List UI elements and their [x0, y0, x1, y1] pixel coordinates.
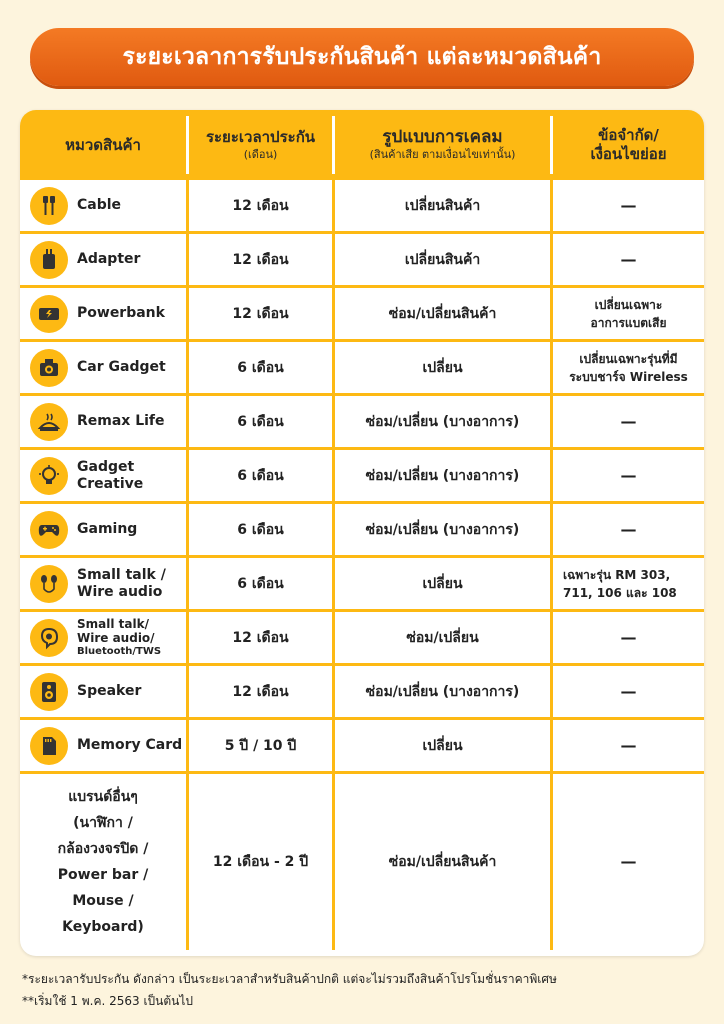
- claim-cell: ซ่อม/เปลี่ยน: [406, 629, 479, 646]
- footnote-2: **เริ่มใช้ 1 พ.ค. 2563 เป็นต้นไป: [22, 994, 194, 1008]
- gamepad-icon: [30, 511, 68, 549]
- speaker-icon: [30, 673, 68, 711]
- conditions-cell: —: [620, 519, 637, 539]
- lamp-icon: [30, 403, 68, 441]
- powerbank-icon: [30, 295, 68, 333]
- claim-cell: เปลี่ยน: [422, 359, 463, 376]
- period-cell: 12 เดือน: [232, 197, 289, 214]
- category-cell: Remax Life: [20, 396, 186, 447]
- category-cell: Car Gadget: [20, 342, 186, 393]
- claim-cell: เปลี่ยนสินค้า: [404, 251, 481, 268]
- period-cell: 12 เดือน - 2 ปี: [212, 854, 309, 870]
- conditions-cell: —: [620, 627, 637, 647]
- car-gadget-icon: [30, 349, 68, 387]
- table-row: [20, 720, 704, 771]
- category-cell: Adapter: [20, 234, 186, 285]
- conditions-cell: —: [620, 411, 637, 431]
- category-cell: Speaker: [20, 666, 186, 717]
- period-cell: 6 เดือน: [237, 575, 284, 592]
- cable-icon: [30, 187, 68, 225]
- warranty-table: [20, 110, 704, 956]
- period-cell: 5 ปี / 10 ปี: [224, 737, 297, 754]
- category-cell: Gadget Creative: [20, 450, 186, 501]
- table-row: [20, 396, 704, 447]
- page-title: ระยะเวลาการรับประกันสินค้า แต่ละหมวดสินค้า: [30, 28, 694, 86]
- header-period: ระยะเวลาประกัน (เดือน): [205, 128, 316, 161]
- category-cell: แบรนด์อื่นๆ (นาฬิกา / กล้องวงจรปิด / Power bar / Mouse / Keyboard): [57, 789, 149, 935]
- table-header: [20, 110, 704, 180]
- header-category: หมวดสินค้า: [65, 135, 141, 154]
- conditions-cell: เฉพาะรุ่น RM 303, 711, 106 และ 108: [563, 567, 677, 600]
- table-row: [20, 774, 704, 950]
- period-cell: 12 เดือน: [232, 629, 289, 646]
- table-row: [20, 666, 704, 717]
- conditions-cell: —: [620, 249, 637, 269]
- category-cell: Powerbank: [20, 288, 186, 339]
- conditions-cell: เปลี่ยนเฉพาะรุ่นที่มี ระบบชาร์จ Wireless: [569, 351, 688, 384]
- claim-cell: ซ่อม/เปลี่ยนสินค้า: [388, 305, 497, 322]
- category-cell: Memory Card: [20, 720, 186, 771]
- footnote-1: *ระยะเวลารับประกัน ดังกล่าว เป็นระยะเวลาสำหรับสินค้าปกติ แต่จะไม่รวมถึงสินค้าโปรโมชั่นราคาพิเศษ: [22, 972, 557, 986]
- table-row: [20, 504, 704, 555]
- conditions-cell: —: [620, 195, 637, 215]
- lightbulb-icon: [30, 457, 68, 495]
- table-row: [20, 342, 704, 393]
- claim-cell: ซ่อม/เปลี่ยนสินค้า: [388, 854, 497, 870]
- claim-cell: เปลี่ยน: [422, 575, 463, 592]
- memory-card-icon: [30, 727, 68, 765]
- table-row: [20, 234, 704, 285]
- claim-cell: ซ่อม/เปลี่ยน (บางอาการ): [365, 683, 520, 700]
- conditions-cell: —: [620, 465, 637, 485]
- header-claim: รูปแบบการเคลม (สินค้าเสีย ตามเงื่อนไขเท่านั้น): [369, 127, 516, 161]
- claim-cell: ซ่อม/เปลี่ยน (บางอาการ): [365, 467, 520, 484]
- table-row: [20, 180, 704, 231]
- conditions-cell: —: [620, 681, 637, 701]
- period-cell: 12 เดือน: [232, 251, 289, 268]
- conditions-cell: —: [620, 735, 637, 755]
- claim-cell: เปลี่ยน: [422, 737, 463, 754]
- bluetooth-headset-icon: [30, 619, 68, 657]
- category-cell: Small talk / Wire audio: [20, 558, 186, 609]
- period-cell: 12 เดือน: [232, 305, 289, 322]
- header-conditions: ข้อจำกัด/ เงื่อนไขย่อย: [590, 126, 667, 163]
- period-cell: 6 เดือน: [237, 521, 284, 538]
- period-cell: 6 เดือน: [237, 359, 284, 376]
- claim-cell: ซ่อม/เปลี่ยน (บางอาการ): [365, 521, 520, 538]
- conditions-cell: เปลี่ยนเฉพาะ อาการแบตเสีย: [590, 297, 667, 330]
- conditions-cell: —: [620, 852, 637, 871]
- category-cell: Cable: [20, 180, 186, 231]
- period-cell: 6 เดือน: [237, 467, 284, 484]
- table-row: [20, 558, 704, 609]
- claim-cell: ซ่อม/เปลี่ยน (บางอาการ): [365, 413, 520, 430]
- period-cell: 12 เดือน: [232, 683, 289, 700]
- category-cell: Small talk/ Wire audio/ Bluetooth/TWS: [20, 612, 186, 663]
- period-cell: 6 เดือน: [237, 413, 284, 430]
- table-row: [20, 288, 704, 339]
- earphones-icon: [30, 565, 68, 603]
- adapter-icon: [30, 241, 68, 279]
- category-cell: Gaming: [20, 504, 186, 555]
- table-row: [20, 612, 704, 663]
- claim-cell: เปลี่ยนสินค้า: [404, 197, 481, 214]
- table-row: [20, 450, 704, 501]
